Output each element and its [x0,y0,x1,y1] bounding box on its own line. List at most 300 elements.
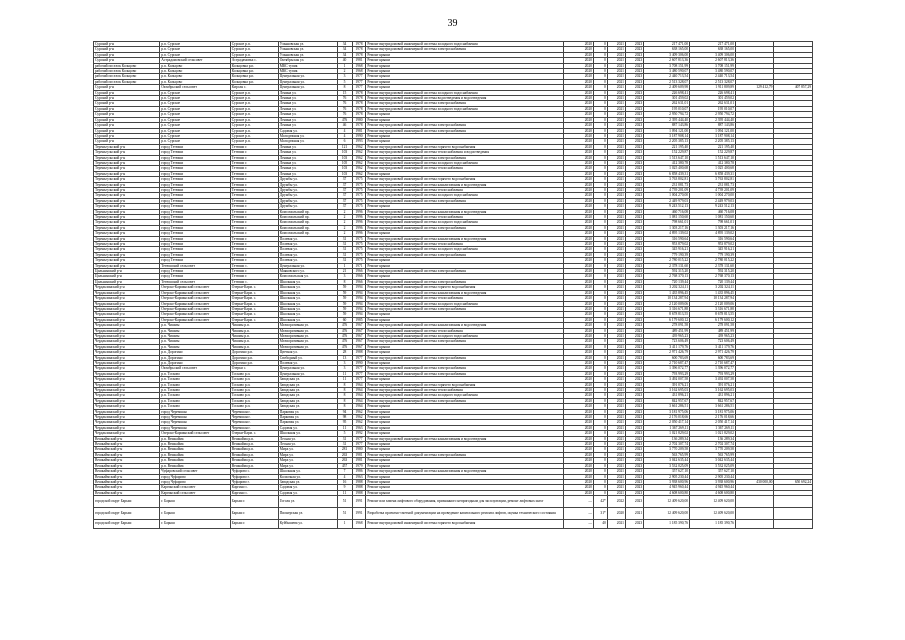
table-cell-settlement-type: р.п. Кольцово [160,74,231,79]
table-cell-settlement-type: город Тетюши [160,204,231,209]
table-cell-year-from: 2020 [564,479,594,484]
table-cell-district: Сурский р-н [94,128,160,133]
table-cell-locality: Тетюши г. [230,160,278,165]
table-cell-district: Вешкаймский р-н [94,469,160,474]
table-cell-work-type: Ремонт крыши [366,463,564,468]
table-row [94,508,813,520]
table-cell-house: 476 [337,339,352,344]
table-cell-stage: 0 [593,225,607,230]
table-cell-cost-total: 1 303 217,16 [644,225,690,230]
table-cell-work-type: Ремонт внутридомовой инженерной системы теплоснабжения [366,242,564,247]
table-cell-house: 16 [337,479,352,484]
table-cell-house: 98 [337,415,352,420]
table-cell-house: 8 [337,382,352,387]
table-cell-year-from: 2020 [564,166,594,171]
table-cell-year-from: 2020 [564,150,594,155]
table-cell-year-b: 2023 [625,425,643,430]
table-cell-year-from: 2020 [564,117,594,122]
table-cell-house: 4 [337,133,352,138]
table-cell-street: Ленина ул. [278,123,337,128]
table-cell-cost-fund: 4 945 960,44 [690,485,736,490]
table-cell-year-from: 2020 [564,285,594,290]
table-cell-year-b: 2023 [625,252,643,257]
table-cell-year-from: 2020 [564,263,594,268]
table-cell-stage: 31* [593,508,607,520]
table-cell-work-type: Ремонт внутридомовой инженерной системы электроснабжения [366,252,564,257]
table-cell-house: 8 [337,398,352,403]
table-cell-cost-fund: 2 768 370,13 [690,274,736,279]
table-cell-locality: Чуфарово г. [230,479,278,484]
table-cell-house: 59 [337,306,352,311]
table-cell-year-a: 2021 [607,463,625,468]
table-cell-house: 2 [337,215,352,220]
table-cell-stage: 0 [593,204,607,209]
table-cell-locality: Тетюши г. [230,144,278,149]
table-cell-work-type: Ремонт внутридомовой инженерной системы холодного водоснабжения [366,160,564,165]
page-number: 39 [447,18,458,29]
table-cell-settlement-type: город Тетюши [160,187,231,192]
table-cell-stage: 0 [593,182,607,187]
table-cell-house: 31 [337,258,352,263]
table-cell-house: 103 [337,150,352,155]
table-cell-year-a: 2021 [607,490,625,495]
table-cell-stage: 0 [593,469,607,474]
table-cell-year-from: 2020 [564,242,594,247]
table-cell-street: Ленина ул. [278,160,337,165]
table-cell-built: 1988 [352,479,366,484]
table-cell-work-type: Ремонт внутридомовой инженерной системы электроснабжения [366,225,564,230]
table-cell-cost-total: 136 289,34 [644,436,690,441]
table-cell-cost-total: 391 076,21 [644,382,690,387]
table-cell-cost-fund: 2 440 713,54 [690,74,736,79]
table-cell-year-b: 2023 [625,220,643,225]
table-cell-cost-total: 3 763 802,81 [644,177,690,182]
table-cell-street: Заводская ул. [278,393,337,398]
table-cell-work-type: Ремонт крыши [366,69,564,74]
table-cell-work-type: Ремонт внутридомовой инженерной системы канализования и водоотведения [366,290,564,295]
table-cell-street: Комсомольский пр. [278,215,337,220]
table-cell-locality: Черемшан г. [230,409,278,414]
table-cell-stage: 0 [593,139,607,144]
table-cell-street: Мелиоративная ул. [278,328,337,333]
table-cell-built: 1996 [352,231,366,236]
table-cell-house: 263 [337,458,352,463]
table-cell-stage: 0 [593,144,607,149]
table-cell-stage: 0 [593,415,607,420]
table-cell-settlement-type: город Тетюши [160,160,231,165]
table-cell-cost-total: 953 879,02 [644,242,690,247]
table-cell-stage: 0 [593,312,607,317]
table-cell-house: 7 [337,469,352,474]
table-cell-work-type: Ремонт крыши [366,171,564,176]
table-cell-work-type: Ремонт внутридомовой инженерной системы холодного водоснабжения [366,393,564,398]
table-cell-year-from: 2020 [564,160,594,165]
table-cell-stage: 0 [593,355,607,360]
table-cell-year-a: 2021 [607,47,625,52]
table-cell-district: Тереньгульский р-н [94,215,160,220]
table-cell-stage: 0 [593,279,607,284]
table-cell-year-b: 2023 [625,485,643,490]
table-cell-district: Тереньгульский р-н [94,193,160,198]
table-cell-district: городской округ Барыш [94,508,160,520]
table-cell-year-from: 2020 [564,187,594,192]
table-cell-year-b: 2023 [625,323,643,328]
table-cell-locality: Черемшан г. [230,420,278,425]
table-cell-street: Школьная ул. [278,431,337,436]
table-cell-locality: Озерки с. [230,366,278,371]
table-cell-cost-total: 2 449 979,03 [644,198,690,203]
table-cell-settlement-type: г. Барыш [160,508,231,520]
table-cell-extra-2 [774,496,813,508]
table-cell-street: Мира ул. [278,447,337,452]
table-cell-district: Цильнинский р-н [94,269,160,274]
table-cell-cost-total: 231 081,73 [644,182,690,187]
table-cell-cost-total: 4 945 960,44 [644,485,690,490]
table-cell-district: Сурский р-н [94,42,160,47]
table-cell-year-a: 2021 [607,117,625,122]
table-cell-built: 1981 [352,452,366,457]
table-cell-house: 2 [337,69,352,74]
table-cell-year-b: 2023 [625,409,643,414]
table-cell-cost-fund: 226 698,41 [690,90,736,95]
table-cell-cost-total: 1 004 270,00 [644,193,690,198]
table-cell-cost-total: 2 607 813,36 [644,58,690,63]
table-cell-built: 1975 [352,198,366,203]
table-cell-street: Парковая ул. [278,415,337,420]
table-cell-year-from: 2020 [564,204,594,209]
table-cell-built: 1975 [352,193,366,198]
table-cell-house: 476 [337,323,352,328]
table-cell-settlement-type: Чуфаровский сельсовет [160,469,231,474]
table-cell-work-type: Ремонт внутридомовой инженерной системы электроснабжения [366,452,564,457]
table-cell-built: 1964 [352,393,366,398]
table-cell-district: Вешкаймский р-н [94,447,160,452]
table-cell-cost-total: 3 162 695,03 [644,388,690,393]
table-cell-locality: Вешкайма р.п. [230,442,278,447]
table-cell-locality: Кольцовка р.п. [230,74,278,79]
table-cell-house: 31 [337,442,352,447]
table-row [94,496,813,508]
table-cell-built: 1978 [352,47,366,52]
table-cell-settlement-type: Озерско-Карманский сельсовет [160,290,231,295]
table-cell-settlement-type: город Черемшан [160,425,231,430]
table-cell-settlement-type: р.п. Вешкайма [160,452,231,457]
table-cell-year-a: 2020 [607,508,625,520]
table-cell-year-from: 2020 [564,215,594,220]
table-cell-locality: Астрадамовка с. [230,58,278,63]
table-cell-stage: 0 [593,63,607,68]
table-cell-built: 1996 [352,215,366,220]
table-cell-house: 34 [337,47,352,52]
table-cell-year-from: 2020 [564,177,594,182]
table-cell-work-type: Ремонт крыши [366,263,564,268]
table-cell-cost-fund: 1 004 270,00 [690,193,736,198]
table-cell-built: 1977 [352,371,366,376]
table-cell-locality: Озерки-Карм. с. [230,317,278,322]
table-cell-year-b: 2023 [625,382,643,387]
table-cell-locality: Черемшан г. [230,425,278,430]
table-cell-stage: 0 [593,474,607,479]
table-cell-stage: 0 [593,52,607,57]
table-cell-cost-fund: 3 162 695,03 [690,388,736,393]
table-cell-year-b: 2023 [625,442,643,447]
table-cell-settlement-type: р.п. Вешкайма [160,436,231,441]
table-cell-house: 13 [337,355,352,360]
table-cell-cost-fund: 2 449 979,03 [690,198,736,203]
table-cell-year-a: 2021 [607,393,625,398]
table-cell-work-type: Ремонт внутридомовой инженерной системы теплоснабжения [366,328,564,333]
table-cell-street: Свободный ул. [278,355,337,360]
table-cell-cost-fund: 1 021 829,02 [690,431,736,436]
table-cell-cost-fund: 842 957,67 [690,398,736,403]
table-cell-district: Тереньгульский р-н [94,160,160,165]
table-cell-work-type: Ремонт крыши [366,377,564,382]
table-cell-work-type: Ремонт внутридомовой инженерной системы теплоснабжения [366,187,564,192]
table-cell-stage: 42* [593,496,607,508]
table-cell-street: Ленина ул. [278,90,337,95]
table-cell-street: Заводская ул. [278,404,337,409]
table-cell-district: городской округ Барыш [94,520,160,529]
table-cell-work-type: Ремонт крыши [366,274,564,279]
table-cell-year-from: 2020 [564,58,594,63]
table-cell-year-b: 2023 [625,279,643,284]
table-cell-cost-total: 2 950 794,72 [644,112,690,117]
table-cell-year-b: 2023 [625,452,643,457]
table-cell-stage: 0 [593,431,607,436]
table-cell-locality: Тетюши г. [230,155,278,160]
table-cell-stage: 0 [593,317,607,322]
table-cell-year-a: 2021 [607,160,625,165]
table-cell-year-a: 2021 [607,193,625,198]
table-cell-year-b: 2023 [625,355,643,360]
table-cell-year-from: 2020 [564,377,594,382]
table-cell-locality: Каргино с. [230,490,278,495]
table-cell-district: Чердаклинский р-н [94,317,160,322]
table-cell-year-a: 2021 [607,106,625,111]
table-cell-year-a: 2021 [607,90,625,95]
table-cell-district: Чердаклинский р-н [94,323,160,328]
table-cell-cost-total: 9 243 512,13 [644,204,690,209]
table-cell-work-type: Ремонт внутридомовой инженерной системы электроснабжения [366,371,564,376]
table-cell-locality: Тосково р.п. [230,382,278,387]
table-cell-stage: 0 [593,366,607,371]
table-cell-year-from: 2020 [564,458,594,463]
table-cell-year-a: 2021 [607,79,625,84]
table-cell-work-type: Ремонт крыши [366,350,564,355]
table-cell-cost-total: 217 471,00 [644,42,690,47]
table-cell-cost-total: 1 367 269,11 [644,425,690,430]
table-cell-street: Дружбы ул. [278,204,337,209]
table-cell-work-type: Ремонт внутридомовой инженерной системы электроснабжения [366,306,564,311]
table-cell-cost-total: 3 411 179,76 [644,344,690,349]
table-cell-house: 105 [337,160,352,165]
table-cell-street: Школьная ул. [278,306,337,311]
table-cell-settlement-type: город Тетюши [160,209,231,214]
table-cell-work-type: Ремонт внутридомовой инженерной системы горячего водоснабжения [366,144,564,149]
table-cell-built: 1994 [352,312,366,317]
table-cell-settlement-type: р.п. Дорогино [160,360,231,365]
table-cell-settlement-type: р.п. Тосково [160,382,231,387]
table-cell-district: Чердаклинский р-н [94,344,160,349]
table-cell-built: 1963 [352,425,366,430]
table-cell-cost-fund: 2 950 794,72 [690,112,736,117]
table-cell-district: Тереньгульский р-н [94,177,160,182]
table-cell-work-type: Ремонт крыши [366,139,564,144]
table-cell-cost-fund: 2 710 687,47 [690,360,736,365]
table-cell-year-from: 2020 [564,182,594,187]
table-cell-cost-fund: 231 081,73 [690,182,736,187]
table-cell-street: Полевая ул. [278,247,337,252]
table-cell-year-b: 2023 [625,469,643,474]
table-cell-cost-fund: 152 229,87 [690,150,736,155]
table-cell-street: Ленина ул. [278,155,337,160]
table-cell-street: Ленина ул. [278,112,337,117]
table-cell-settlement-type: город Тетюши [160,193,231,198]
table-cell-district: рабочий поселок Кольцово [94,69,160,74]
table-cell-stage: 0 [593,236,607,241]
table-cell-locality: Чишмы р.п. [230,333,278,338]
table-cell-work-type: Ремонт внутридомовой инженерной системы горячего водоснабжения [366,285,564,290]
table-cell-year-from: 2020 [564,306,594,311]
table-cell-cost-fund: 6 179 600,12 [690,317,736,322]
table-cell-year-a: 2021 [607,258,625,263]
table-cell-year-a: 2021 [607,317,625,322]
table-cell-cost-total: 2 702 307,74 [644,442,690,447]
table-cell-district: Тереньгульский р-н [94,258,160,263]
table-cell-work-type: Ремонт крыши [366,204,564,209]
table-cell-stage: 0 [593,231,607,236]
table-cell-cost-total: 2 176 018,66 [644,415,690,420]
table-cell-district: Сурский р-н [94,96,160,101]
table-cell-settlement-type: р.п. Кольцово [160,79,231,84]
table-cell-locality: Чишмы р.п. [230,339,278,344]
table-cell-cost-fund: 10 134 287,94 [690,296,736,301]
table-cell-built: 1996 [352,225,366,230]
table-cell-year-from: 2020 [564,193,594,198]
table-cell-year-b: 2023 [625,458,643,463]
table-cell-stage: 0 [593,485,607,490]
table-cell-settlement-type: р.п. Тосково [160,377,231,382]
table-cell-settlement-type: Тетюшский сельсовет [160,279,231,284]
table-cell-cost-fund: 3 492 007,58 [690,377,736,382]
table-cell-locality: Тетюши г. [230,193,278,198]
table-cell-built: 1967 [352,333,366,338]
table-cell-year-a: 2021 [607,74,625,79]
table-cell-settlement-type: город Чуфарово [160,474,231,479]
table-cell-house: 31 [337,252,352,257]
table-cell-built: 1967 [352,344,366,349]
table-cell-cost-fund: 8 678 813,55 [690,312,736,317]
table-cell-year-from: 2020 [564,490,594,495]
table-cell-year-b: 2023 [625,301,643,306]
table-cell-street: Мира ул. [278,463,337,468]
table-cell-street: Дружбы ул. [278,177,337,182]
table-cell-work-type: Ремонт внутридомовой инженерной системы электроснабжения [366,198,564,203]
table-cell-year-from: 2020 [564,63,594,68]
table-cell-stage: 0 [593,90,607,95]
table-cell-extra-2 [774,508,813,520]
table-cell-work-type: Ремонт крыши [366,317,564,322]
table-cell-year-a: 2021 [607,42,625,47]
table-cell-locality: Тетюши г. [230,220,278,225]
table-cell-district: Вешкаймский р-н [94,452,160,457]
table-cell-street: Полевая ул. [278,258,337,263]
table-cell-year-from: 2020 [564,344,594,349]
table-cell-year-b: 2023 [625,350,643,355]
table-cell-year-from: 2020 [564,393,594,398]
table-cell-district: Вешкаймский р-н [94,463,160,468]
table-cell-year-b: 2023 [625,182,643,187]
table-cell-built: 1962 [352,155,366,160]
table-cell-built: 1977 [352,377,366,382]
table-cell-year-a: 2021 [607,269,625,274]
table-cell-cost-total: 4 895 139,02 [644,231,690,236]
table-cell-cost-total: 460 716,08 [644,209,690,214]
table-cell-stage: 0 [593,388,607,393]
table-cell-locality: Тетюши г. [230,231,278,236]
table-cell-district: Сурский р-н [94,58,160,63]
table-cell-house: 59 [337,296,352,301]
table-cell-year-a: 2021 [607,242,625,247]
table-cell-stage: 0 [593,306,607,311]
table-cell-cost-fund: 2 971 426,79 [690,350,736,355]
table-cell-work-type: Ремонт крыши [366,112,564,117]
table-cell-district: Сурский р-н [94,101,160,106]
table-cell-settlement-type: город Чуфарово [160,479,231,484]
table-cell-street: Комсомольский пр. [278,231,337,236]
table-cell-year-from: 2020 [564,355,594,360]
table-cell-year-b: 2023 [625,187,643,192]
table-cell-stage: 0 [593,117,607,122]
table-cell-year-b: 2023 [625,258,643,263]
table-cell-year-a: 2021 [607,431,625,436]
table-cell-locality: Сурское р.п. [230,90,278,95]
table-cell-locality: Тетюши г. [230,236,278,241]
table-cell-year-b: 2023 [625,90,643,95]
table-cell-cost-fund: 12 409 620,00 [690,496,736,508]
table-cell-cost-total: 2 205 385,13 [644,139,690,144]
table-cell-year-a: 2021 [607,101,625,106]
table-cell-built: 1977 [352,355,366,360]
table-cell-cost-fund: 2 176 018,66 [690,415,736,420]
table-cell-year-from: 2020 [564,231,594,236]
table-cell-cost-total: 152 229,87 [644,150,690,155]
table-cell-built: 1981 [352,128,366,133]
table-cell-extra-2 [774,520,813,529]
table-cell-settlement-type: р.п. Дорогино [160,350,231,355]
table-cell-year-from: 2020 [564,247,594,252]
table-cell-cost-fund: 798 661,01 [690,220,736,225]
table-cell-cost-total: 2 378 131,60 [644,263,690,268]
table-cell-house: 8 [337,393,352,398]
table-cell-locality: Озерки-Карм. с. [230,431,278,436]
table-cell-street: Школьная ул. [278,469,337,474]
table-cell-work-type: Ремонт внутридомовой инженерной системы канализования и водоотведения [366,469,564,474]
table-cell-locality: Барыш г. [230,496,278,508]
table-cell-cost-total: 4 608 600,80 [644,490,690,495]
table-cell-district: Чердаклинский р-н [94,290,160,295]
table-cell-built: 1979 [352,463,366,468]
table-cell-built: 1980 [352,117,366,122]
table-cell-street: Заводская ул. [278,479,337,484]
table-cell-street: Ульяновская ул. [278,52,337,57]
table-cell-year-b: 2023 [625,101,643,106]
table-cell-stage: 0 [593,458,607,463]
table-cell-cost-fund: 4 895 139,02 [690,231,736,236]
table-cell-stage: 0 [593,155,607,160]
table-cell-stage: 0 [593,404,607,409]
table-cell-built: 1975 [352,236,366,241]
